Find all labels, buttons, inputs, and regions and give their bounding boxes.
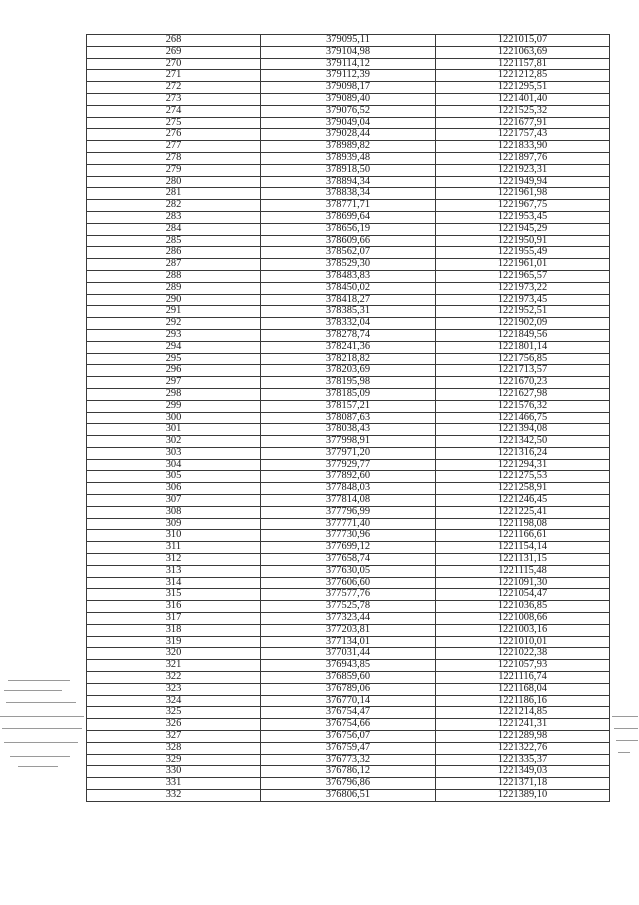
table-row [87,589,610,601]
coordinate-table [86,34,610,802]
point-number-cell: 326 [87,719,261,731]
y-coordinate-cell: 1221212,85 [436,70,610,82]
y-coordinate-cell: 1221241,31 [436,719,610,731]
point-number-cell: 298 [87,388,261,400]
x-coordinate-cell: 377658,74 [261,554,436,566]
x-coordinate-cell: 379049,04 [261,117,436,129]
table-row [87,731,610,743]
point-number-cell: 279 [87,164,261,176]
table-row [87,530,610,542]
table-row [87,636,610,648]
y-coordinate-cell: 1221335,37 [436,754,610,766]
y-coordinate-cell: 1221157,81 [436,58,610,70]
table-row [87,294,610,306]
point-number-cell: 310 [87,530,261,542]
table-row [87,506,610,518]
x-coordinate-cell: 379114,12 [261,58,436,70]
point-number-cell: 332 [87,790,261,802]
x-coordinate-cell: 378218,82 [261,353,436,365]
table-row [87,82,610,94]
x-coordinate-cell: 378087,63 [261,412,436,424]
y-coordinate-cell: 1221168,04 [436,683,610,695]
y-coordinate-cell: 1221036,85 [436,601,610,613]
point-number-cell: 327 [87,731,261,743]
y-coordinate-cell: 1221258,91 [436,483,610,495]
x-coordinate-cell: 377848,03 [261,483,436,495]
table-row [87,141,610,153]
x-coordinate-cell: 376754,47 [261,707,436,719]
table-row [87,565,610,577]
x-coordinate-cell: 378418,27 [261,294,436,306]
x-coordinate-cell: 378771,71 [261,200,436,212]
x-coordinate-cell: 378562,07 [261,247,436,259]
point-number-cell: 276 [87,129,261,141]
table-row [87,601,610,613]
table-row [87,223,610,235]
table-row [87,105,610,117]
table-row [87,471,610,483]
x-coordinate-cell: 377814,08 [261,495,436,507]
x-coordinate-cell: 378450,02 [261,282,436,294]
x-coordinate-cell: 376786,12 [261,766,436,778]
table-row [87,318,610,330]
y-coordinate-cell: 1221401,40 [436,93,610,105]
x-coordinate-cell: 379076,52 [261,105,436,117]
table-row [87,306,610,318]
y-coordinate-cell: 1221063,69 [436,46,610,58]
y-coordinate-cell: 1221902,09 [436,318,610,330]
table-row [87,742,610,754]
table-row [87,270,610,282]
table-row [87,400,610,412]
table-row [87,577,610,589]
x-coordinate-cell: 377577,76 [261,589,436,601]
y-coordinate-cell: 1221015,07 [436,35,610,47]
x-coordinate-cell: 376756,07 [261,731,436,743]
point-number-cell: 270 [87,58,261,70]
table-row [87,365,610,377]
x-coordinate-cell: 378838,34 [261,188,436,200]
point-number-cell: 268 [87,35,261,47]
point-number-cell: 296 [87,365,261,377]
point-number-cell: 286 [87,247,261,259]
point-number-cell: 297 [87,377,261,389]
y-coordinate-cell: 1221677,91 [436,117,610,129]
point-number-cell: 299 [87,400,261,412]
point-number-cell: 300 [87,412,261,424]
point-number-cell: 331 [87,778,261,790]
point-number-cell: 273 [87,93,261,105]
table-row [87,672,610,684]
point-number-cell: 280 [87,176,261,188]
y-coordinate-cell: 1221022,38 [436,648,610,660]
table-row [87,613,610,625]
point-number-cell: 305 [87,471,261,483]
x-coordinate-cell: 378939,48 [261,152,436,164]
y-coordinate-cell: 1221945,29 [436,223,610,235]
y-coordinate-cell: 1221973,45 [436,294,610,306]
x-coordinate-cell: 376806,51 [261,790,436,802]
point-number-cell: 290 [87,294,261,306]
point-number-cell: 328 [87,742,261,754]
x-coordinate-cell: 378203,69 [261,365,436,377]
y-coordinate-cell: 1221322,76 [436,742,610,754]
y-coordinate-cell: 1221186,16 [436,695,610,707]
table-row [87,495,610,507]
point-number-cell: 316 [87,601,261,613]
x-coordinate-cell: 377134,01 [261,636,436,648]
table-row [87,93,610,105]
point-number-cell: 294 [87,341,261,353]
table-row [87,58,610,70]
point-number-cell: 321 [87,660,261,672]
x-coordinate-cell: 376943,85 [261,660,436,672]
point-number-cell: 329 [87,754,261,766]
table-row [87,707,610,719]
table-row [87,188,610,200]
table-row [87,235,610,247]
x-coordinate-cell: 378241,36 [261,341,436,353]
x-coordinate-cell: 376770,14 [261,695,436,707]
point-number-cell: 291 [87,306,261,318]
point-number-cell: 314 [87,577,261,589]
y-coordinate-cell: 1221670,23 [436,377,610,389]
y-coordinate-cell: 1221198,08 [436,518,610,530]
table-row [87,70,610,82]
point-number-cell: 313 [87,565,261,577]
y-coordinate-cell: 1221967,75 [436,200,610,212]
table-row [87,424,610,436]
y-coordinate-cell: 1221008,66 [436,613,610,625]
x-coordinate-cell: 377892,60 [261,471,436,483]
point-number-cell: 274 [87,105,261,117]
x-coordinate-cell: 376773,32 [261,754,436,766]
table-row [87,377,610,389]
point-number-cell: 292 [87,318,261,330]
table-row [87,648,610,660]
x-coordinate-cell: 378529,30 [261,259,436,271]
y-coordinate-cell: 1221294,31 [436,459,610,471]
point-number-cell: 303 [87,447,261,459]
y-coordinate-cell: 1221973,22 [436,282,610,294]
point-number-cell: 330 [87,766,261,778]
y-coordinate-cell: 1221961,01 [436,259,610,271]
x-coordinate-cell: 379112,39 [261,70,436,82]
x-coordinate-cell: 378609,66 [261,235,436,247]
x-coordinate-cell: 377998,91 [261,436,436,448]
table-row [87,447,610,459]
y-coordinate-cell: 1221225,41 [436,506,610,518]
y-coordinate-cell: 1221342,50 [436,436,610,448]
y-coordinate-cell: 1221371,18 [436,778,610,790]
point-number-cell: 320 [87,648,261,660]
x-coordinate-cell: 378483,83 [261,270,436,282]
x-coordinate-cell: 377771,40 [261,518,436,530]
x-coordinate-cell: 376759,47 [261,742,436,754]
point-number-cell: 288 [87,270,261,282]
table-row [87,164,610,176]
x-coordinate-cell: 377796,99 [261,506,436,518]
x-coordinate-cell: 377525,78 [261,601,436,613]
point-number-cell: 306 [87,483,261,495]
point-number-cell: 307 [87,495,261,507]
x-coordinate-cell: 376789,06 [261,683,436,695]
y-coordinate-cell: 1221289,98 [436,731,610,743]
y-coordinate-cell: 1221349,03 [436,766,610,778]
table-row [87,459,610,471]
point-number-cell: 272 [87,82,261,94]
x-coordinate-cell: 378038,43 [261,424,436,436]
y-coordinate-cell: 1221295,51 [436,82,610,94]
y-coordinate-cell: 1221952,51 [436,306,610,318]
table-row [87,46,610,58]
y-coordinate-cell: 1221949,94 [436,176,610,188]
y-coordinate-cell: 1221756,85 [436,353,610,365]
x-coordinate-cell: 377630,05 [261,565,436,577]
table-row [87,259,610,271]
point-number-cell: 304 [87,459,261,471]
table-row [87,778,610,790]
table-row [87,542,610,554]
point-number-cell: 309 [87,518,261,530]
point-number-cell: 302 [87,436,261,448]
x-coordinate-cell: 377971,20 [261,447,436,459]
y-coordinate-cell: 1221525,32 [436,105,610,117]
point-number-cell: 295 [87,353,261,365]
y-coordinate-cell: 1221394,08 [436,424,610,436]
x-coordinate-cell: 378157,21 [261,400,436,412]
point-number-cell: 275 [87,117,261,129]
table-row [87,176,610,188]
point-number-cell: 308 [87,506,261,518]
y-coordinate-cell: 1221950,91 [436,235,610,247]
x-coordinate-cell: 378195,98 [261,377,436,389]
table-row [87,483,610,495]
x-coordinate-cell: 379104,98 [261,46,436,58]
x-coordinate-cell: 378185,09 [261,388,436,400]
point-number-cell: 278 [87,152,261,164]
table-row [87,790,610,802]
y-coordinate-cell: 1221923,31 [436,164,610,176]
x-coordinate-cell: 376796,86 [261,778,436,790]
x-coordinate-cell: 378385,31 [261,306,436,318]
point-number-cell: 325 [87,707,261,719]
point-number-cell: 318 [87,624,261,636]
point-number-cell: 282 [87,200,261,212]
table-row [87,695,610,707]
x-coordinate-cell: 378918,50 [261,164,436,176]
y-coordinate-cell: 1221466,75 [436,412,610,424]
y-coordinate-cell: 1221010,01 [436,636,610,648]
point-number-cell: 319 [87,636,261,648]
table-row [87,35,610,47]
x-coordinate-cell: 376859,60 [261,672,436,684]
y-coordinate-cell: 1221955,49 [436,247,610,259]
y-coordinate-cell: 1221246,45 [436,495,610,507]
table-row [87,436,610,448]
y-coordinate-cell: 1221961,98 [436,188,610,200]
point-number-cell: 315 [87,589,261,601]
y-coordinate-cell: 1221713,57 [436,365,610,377]
point-number-cell: 293 [87,329,261,341]
y-coordinate-cell: 1221576,32 [436,400,610,412]
x-coordinate-cell: 378699,64 [261,211,436,223]
x-coordinate-cell: 379089,40 [261,93,436,105]
table-row [87,341,610,353]
x-coordinate-cell: 378894,34 [261,176,436,188]
x-coordinate-cell: 378332,04 [261,318,436,330]
table-row [87,518,610,530]
x-coordinate-cell: 379028,44 [261,129,436,141]
x-coordinate-cell: 377203,81 [261,624,436,636]
y-coordinate-cell: 1221054,47 [436,589,610,601]
y-coordinate-cell: 1221214,85 [436,707,610,719]
y-coordinate-cell: 1221091,30 [436,577,610,589]
point-number-cell: 312 [87,554,261,566]
table-row [87,388,610,400]
point-number-cell: 322 [87,672,261,684]
point-number-cell: 269 [87,46,261,58]
point-number-cell: 289 [87,282,261,294]
x-coordinate-cell: 379098,17 [261,82,436,94]
table-row [87,329,610,341]
point-number-cell: 277 [87,141,261,153]
y-coordinate-cell: 1221116,74 [436,672,610,684]
x-coordinate-cell: 376754,66 [261,719,436,731]
table-row [87,152,610,164]
x-coordinate-cell: 379095,11 [261,35,436,47]
point-number-cell: 281 [87,188,261,200]
x-coordinate-cell: 377929,77 [261,459,436,471]
table-row [87,117,610,129]
table-row [87,660,610,672]
point-number-cell: 324 [87,695,261,707]
point-number-cell: 301 [87,424,261,436]
table-row [87,766,610,778]
y-coordinate-cell: 1221965,57 [436,270,610,282]
x-coordinate-cell: 378278,74 [261,329,436,341]
y-coordinate-cell: 1221131,15 [436,554,610,566]
x-coordinate-cell: 377730,96 [261,530,436,542]
x-coordinate-cell: 377606,60 [261,577,436,589]
y-coordinate-cell: 1221897,76 [436,152,610,164]
y-coordinate-cell: 1221389,10 [436,790,610,802]
point-number-cell: 283 [87,211,261,223]
table-row [87,554,610,566]
coordinate-table-body [87,35,610,802]
table-row [87,412,610,424]
x-coordinate-cell: 378989,82 [261,141,436,153]
y-coordinate-cell: 1221057,93 [436,660,610,672]
x-coordinate-cell: 377699,12 [261,542,436,554]
x-coordinate-cell: 377323,44 [261,613,436,625]
table-row [87,247,610,259]
table-row [87,754,610,766]
point-number-cell: 284 [87,223,261,235]
point-number-cell: 317 [87,613,261,625]
x-coordinate-cell: 378656,19 [261,223,436,235]
y-coordinate-cell: 1221154,14 [436,542,610,554]
y-coordinate-cell: 1221953,45 [436,211,610,223]
point-number-cell: 311 [87,542,261,554]
table-row [87,282,610,294]
x-coordinate-cell: 377031,44 [261,648,436,660]
table-row [87,353,610,365]
y-coordinate-cell: 1221275,53 [436,471,610,483]
point-number-cell: 287 [87,259,261,271]
table-row [87,200,610,212]
y-coordinate-cell: 1221166,61 [436,530,610,542]
table-row [87,719,610,731]
y-coordinate-cell: 1221757,43 [436,129,610,141]
y-coordinate-cell: 1221833,90 [436,141,610,153]
table-row [87,624,610,636]
y-coordinate-cell: 1221801,14 [436,341,610,353]
y-coordinate-cell: 1221627,98 [436,388,610,400]
point-number-cell: 285 [87,235,261,247]
table-row [87,683,610,695]
table-row [87,211,610,223]
y-coordinate-cell: 1221316,24 [436,447,610,459]
point-number-cell: 323 [87,683,261,695]
table-row [87,129,610,141]
y-coordinate-cell: 1221115,48 [436,565,610,577]
y-coordinate-cell: 1221849,56 [436,329,610,341]
point-number-cell: 271 [87,70,261,82]
y-coordinate-cell: 1221003,16 [436,624,610,636]
